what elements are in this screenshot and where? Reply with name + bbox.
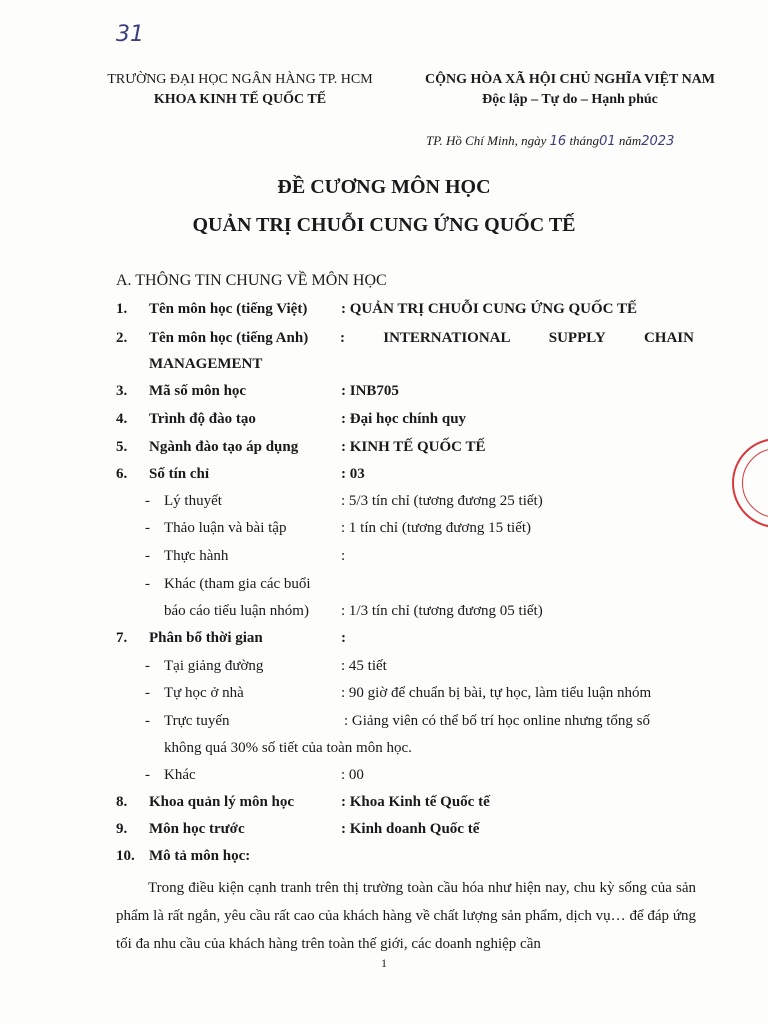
page-number: 1 [381,956,387,970]
national-motto: Độc lập – Tự do – Hạnh phúc [482,92,658,107]
sub-value: : 1/3 tín chỉ (tương đương 05 tiết) [341,603,543,619]
item-number: 9. [116,821,128,837]
value-word: : [340,330,345,346]
sub-value: : 5/3 tín chỉ (tương đương 25 tiết) [341,493,543,509]
item-number: 6. [116,466,128,482]
item-number: 3. [116,383,128,399]
item-label: Khoa quản lý môn học [149,794,295,810]
item-label: Mô tả môn học: [149,848,251,864]
date-line [426,133,674,149]
item-label: Phân bổ thời gian [149,630,263,646]
item-value: : [341,630,346,646]
sub-label: Thảo luận và bài tập [164,520,287,536]
header-right [400,70,740,110]
sub-value: : [341,548,346,564]
value-word: CHAIN [643,330,694,346]
item-value: : KINH TẾ QUỐC TẾ [341,439,486,455]
item-label: Mã số môn học [149,383,247,399]
country-name: CỘNG HÒA XÃ HỘI CHỦ NGHĨA VIỆT NAM [424,72,715,87]
item-number: 10. [116,848,135,864]
item-value: : Khoa Kinh tế Quốc tế [341,794,490,810]
item-number: 8. [116,794,128,810]
sub-value: : 90 giờ để chuẩn bị bài, tự học, làm tiểu luận nhóm [341,685,652,701]
red-seal-stamp [732,438,768,528]
item-number: 4. [116,411,128,427]
item-number: 5. [116,439,128,455]
value-word: SUPPLY [548,330,606,346]
university-name: TRƯỜNG ĐẠI HỌC NGÂN HÀNG TP. HCM [107,72,373,87]
sub-label: Tự học ở nhà [164,685,244,701]
sub-label: Khác [164,767,196,783]
document-title: ĐỀ CƯƠNG MÔN HỌC [277,176,491,198]
sub-label: Tại giảng đường [164,658,264,674]
date-year: 2023 [641,134,675,149]
item-label: Tên môn học (tiếng Anh) [149,330,309,346]
sub-value-continued: không quá 30% số tiết của toàn môn học. [164,740,412,756]
sub-label: Khác (tham gia các buổi [164,576,311,592]
item-value: : Kinh doanh Quốc tế [341,821,480,837]
item-number: 7. [116,630,128,646]
handwritten-page-number: 31 [116,22,144,47]
item-label: Tên môn học (tiếng Việt) [149,301,308,317]
item-label: Số tín chỉ [149,466,210,482]
seal-inner-ring [742,448,768,518]
sub-label-continued: báo cáo tiểu luận nhóm) [164,603,309,619]
sub-value: : 00 [341,767,364,783]
item-label: Ngành đào tạo áp dụng [149,439,299,455]
item-value: : QUẢN TRỊ CHUỖI CUNG ỨNG QUỐC TẾ [341,301,637,317]
item-label: Môn học trước [149,821,245,837]
sub-label: Thực hành [164,548,229,564]
item-value: : 03 [341,466,365,482]
description-paragraph: Trong điều kiện cạnh tranh trên thị trường toàn cầu hóa như hiện nay, chu kỳ sống của sản phẩm là rất ngắn, yêu cầu rất cao của khách hàng về chất lượng sản phẩm, dịch vụ… để đáp ứng tối đa nhu cầu của khách hàng trên toàn thế giới, các doanh nghiệp cần [116,880,696,952]
item-number: 2. [116,330,128,346]
sub-value: : Giảng viên có thể bố trí học online nhưng tổng số [344,713,650,729]
item-label: Trình độ đào tạo [149,411,256,427]
item-2-value-continued: MANAGEMENT [149,356,263,372]
date-prefix: TP. Hồ Chí Minh, ngày [426,133,547,148]
section-heading: A. THÔNG TIN CHUNG VỀ MÔN HỌC [116,272,387,289]
item-2-value [340,330,694,347]
faculty-name: KHOA KINH TẾ QUỐC TẾ [153,92,327,107]
document-page: 31 TRƯỜNG ĐẠI HỌC NGÂN HÀNG TP. HCM KHOA KINH TẾ QUỐC TẾ CỘNG HÒA XÃ HỘI CHỦ NGHĨA VIỆT NAM Độc lập – Tự do – Hạnh phúc TP. Hồ Chí Minh, ngày 16 tháng01 năm2023 ĐỀ CƯƠNG MÔN HỌC QUẢN TRỊ CHUỖI CUNG ỨNG QUỐC TẾ A. THÔNG TIN CHUNG VỀ MÔN HỌC 1. Tên môn học (tiếng Việt) : QUẢN TRỊ CHUỖI CUNG ỨNG QUỐC TẾ 2. Tên môn học (tiếng Anh) : INTERNATIONAL SUPPLY CHAIN MANAGEMENT 3. Mã số môn học : INB705 4. Trình độ đào tạo : Đại học chính quy 5. Ngành đào tạo áp dụng : KINH TẾ QUỐC TẾ 6. Số tín chỉ : 03 - Lý thuyết : 5/3 tín chỉ (tương đương 25 tiết) - Thảo luận và bài tập : 1 tín chỉ (tương đương 15 tiết) - Thực hành : - Khác (tham gia các buổi báo cáo tiểu luận nhóm) : 1/3 tín chỉ (tương đương 05 tiết) 7. Phân bổ thời gian : - Tại giảng đường : 45 tiết - Tự học ở nhà : 90 giờ để chuẩn bị bài, tự học, làm tiểu luận nhóm - Trực tuyến : Giảng viên có thể bố trí học online nhưng tổng số không quá 30% số tiết của toàn môn học. - Khác : 00 8. Khoa quản lý môn học : Khoa Kinh tế Quốc tế 9. Môn học trước : Kinh doanh Quốc tế 10. Mô tả môn học: Trong điều kiện cạnh tranh trên thị trường toàn cầu hóa như hiện nay, chu kỳ sống của sản phẩm là rất ngắn, yêu cầu rất cao của khách hàng về chất lượng sản phẩm, dịch vụ… để đáp ứng tối đa nhu cầu của khách hàng trên toàn thế giới, các doanh nghiệp cần 1 [0,0,768,1024]
date-month-label: tháng [569,133,600,148]
header-left [70,70,410,110]
sub-value: : 1 tín chỉ (tương đương 15 tiết) [341,520,532,536]
sub-value: : 45 tiết [341,658,387,674]
date-day: 16 [549,134,567,149]
course-title: QUẢN TRỊ CHUỖI CUNG ỨNG QUỐC TẾ [192,214,576,236]
item-value: : Đại học chính quy [341,411,467,427]
date-month: 01 [599,134,616,149]
sub-label: Lý thuyết [164,493,222,509]
item-number: 1. [116,301,128,317]
value-word: INTERNATIONAL [383,330,511,346]
date-year-label: năm [618,133,642,148]
sub-label: Trực tuyến [164,713,230,729]
item-value: : INB705 [341,383,399,399]
